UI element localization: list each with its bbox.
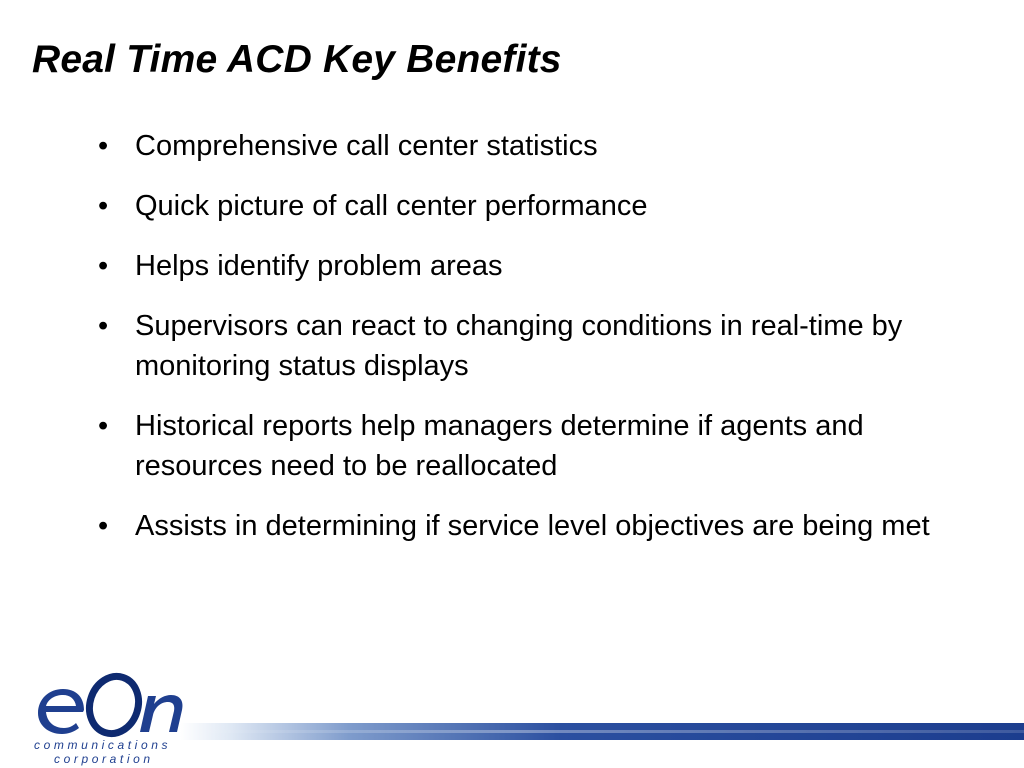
footer-gradient-bar	[180, 723, 1024, 740]
bullet-item	[98, 406, 958, 486]
bullet-item	[98, 306, 958, 386]
logo-line-communications: communications	[34, 738, 172, 752]
bullet-icon: •	[98, 190, 109, 222]
bullet-list	[98, 126, 958, 566]
bullet-text: Assists in determining if service level objectives are being met	[135, 510, 930, 542]
bullet-item	[98, 126, 958, 166]
bullet-item	[98, 506, 958, 546]
bullet-text: Comprehensive call center statistics	[135, 130, 598, 162]
bullet-text: Supervisors can react to changing conditions in real-time by monitoring status displays	[135, 310, 903, 382]
logo-line-corporation: corporation	[54, 752, 154, 766]
bullet-icon: •	[98, 130, 109, 162]
eon-logo-mark-icon	[34, 672, 184, 738]
bullet-text: Historical reports help managers determine if agents and resources need to be reallocated	[135, 410, 864, 482]
bullet-icon: •	[98, 510, 109, 542]
bullet-icon: •	[98, 410, 109, 442]
company-logo	[34, 672, 194, 764]
bullet-text: Helps identify problem areas	[135, 250, 503, 282]
slide-title: Real Time ACD Key Benefits	[32, 38, 562, 81]
bullet-icon: •	[98, 250, 109, 282]
bullet-item	[98, 186, 958, 226]
bullet-item	[98, 246, 958, 286]
bullet-text: Quick picture of call center performance	[135, 190, 648, 222]
bullet-icon: •	[98, 310, 109, 342]
